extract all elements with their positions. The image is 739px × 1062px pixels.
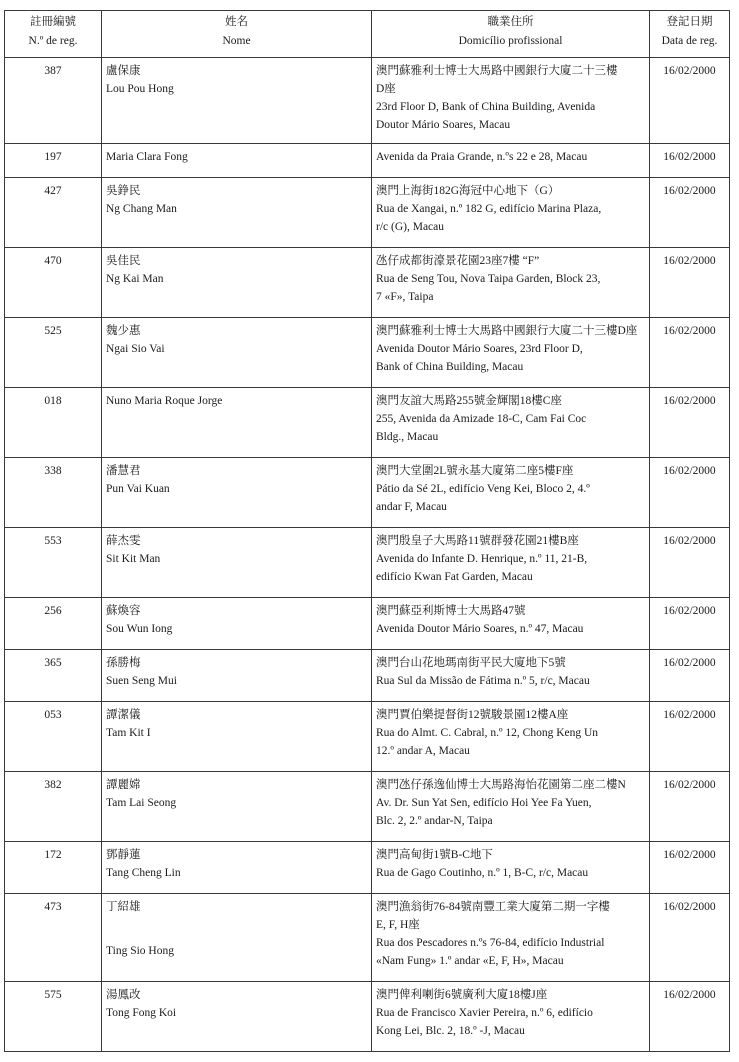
registration-date: 16/02/2000: [650, 178, 730, 248]
reg-number: 018: [5, 388, 102, 458]
person-name: [102, 248, 372, 318]
name-chinese: 魏少惠: [106, 325, 141, 337]
name-chinese: 潘慧君: [106, 465, 141, 477]
name-romanized: Ngai Sio Vai: [106, 343, 165, 355]
registration-date: 16/02/2000: [650, 702, 730, 772]
address-line: r/c (G), Macau: [376, 221, 445, 233]
address-line: 澳門高甸街1號B-C地下: [376, 849, 493, 861]
registration-date: 16/02/2000: [650, 650, 730, 702]
address-line: Rua dos Pescadores n.ºs 76-84, edifício Industrial: [376, 937, 605, 949]
professional-address: [372, 894, 650, 982]
address-line: Kong Lei, Blc. 2, 18.º -J, Macau: [376, 1025, 525, 1037]
name-chinese: 吳錚民: [106, 185, 141, 197]
address-line: D座: [376, 83, 396, 95]
address-line: andar F, Macau: [376, 501, 447, 513]
table-row: [5, 598, 730, 650]
registration-date: 16/02/2000: [650, 248, 730, 318]
name-romanized: Nuno Maria Roque Jorge: [106, 395, 223, 407]
address-line: Avenida da Praia Grande, n.ºs 22 e 28, Macau: [376, 151, 588, 163]
person-name: [102, 458, 372, 528]
professional-address: [372, 528, 650, 598]
professional-address: [372, 248, 650, 318]
address-line: 澳門上海街182G海冠中心地下（G）: [376, 185, 560, 197]
professional-address: [372, 842, 650, 894]
name-romanized: Tam Lai Seong: [106, 797, 177, 809]
person-name: [102, 318, 372, 388]
address-line: 澳門台山花地瑪南街平民大廈地下5號: [376, 657, 566, 669]
name-chinese: 薛杰雯: [106, 535, 141, 547]
person-name: [102, 178, 372, 248]
name-romanized: Tam Kit I: [106, 727, 151, 739]
name-romanized: Suen Seng Mui: [106, 675, 177, 687]
address-line: Doutor Mário Soares, Macau: [376, 119, 511, 131]
person-name: [102, 650, 372, 702]
reg-number: 575: [5, 982, 102, 1052]
address-line: Bldg., Macau: [376, 431, 439, 443]
name-chinese: 湯鳳改: [106, 989, 141, 1001]
name-romanized: Ting Sio Hong: [106, 945, 174, 957]
reg-number: 197: [5, 144, 102, 178]
reg-number: 338: [5, 458, 102, 528]
professional-address: [372, 388, 650, 458]
address-line: Blc. 2, 2.º andar-N, Taipa: [376, 815, 493, 827]
name-chinese: 孫勝梅: [106, 657, 141, 669]
header-address: 職業住所 Domicílio profissional: [372, 11, 650, 58]
address-line: Rua do Almt. C. Cabral, n.º 12, Chong Keng Un: [376, 727, 599, 739]
person-name: [102, 598, 372, 650]
table-row: [5, 772, 730, 842]
address-line: 澳門賈伯樂提督街12號駿景園12樓A座: [376, 709, 569, 721]
name-romanized: Lou Pou Hong: [106, 83, 174, 95]
name-chinese: 盧保康: [106, 65, 141, 77]
address-line: 255, Avenida da Amizade 18-C, Cam Fai Coc: [376, 413, 587, 425]
professional-address: [372, 178, 650, 248]
name-romanized: Pun Vai Kuan: [106, 483, 170, 495]
address-line: 澳門大堂圍2L號永基大廈第二座5樓F座: [376, 465, 574, 477]
person-name: [102, 842, 372, 894]
professional-address: [372, 58, 650, 144]
address-line: edifício Kwan Fat Garden, Macau: [376, 571, 533, 583]
person-name: [102, 982, 372, 1052]
address-line: Pátio da Sé 2L, edifício Veng Kei, Bloco 2, 4.º: [376, 483, 590, 495]
table-row: [5, 178, 730, 248]
registration-date: 16/02/2000: [650, 894, 730, 982]
address-line: Avenida Doutor Mário Soares, 23rd Floor D,: [376, 343, 583, 355]
name-romanized: Sit Kit Man: [106, 553, 161, 565]
table-row: [5, 842, 730, 894]
header-reg-no: 註冊編號 N.º de reg.: [5, 11, 102, 58]
professional-address: [372, 458, 650, 528]
registry-table: [4, 10, 730, 1052]
registration-date: 16/02/2000: [650, 144, 730, 178]
name-romanized: Ng Kai Man: [106, 273, 164, 285]
registration-date: 16/02/2000: [650, 842, 730, 894]
name-chinese: 譚麗嫦: [106, 779, 141, 791]
reg-number: 427: [5, 178, 102, 248]
address-line: 澳門友誼大馬路255號金輝閣18樓C座: [376, 395, 562, 407]
address-line: Avenida do Infante D. Henrique, n.º 11, 21-B,: [376, 553, 588, 565]
registration-date: 16/02/2000: [650, 598, 730, 650]
address-line: Rua de Seng Tou, Nova Taipa Garden, Block 23,: [376, 273, 601, 285]
professional-address: [372, 144, 650, 178]
registration-date: 16/02/2000: [650, 982, 730, 1052]
reg-number: 382: [5, 772, 102, 842]
professional-address: [372, 772, 650, 842]
header-row: [5, 11, 730, 58]
table-row: [5, 248, 730, 318]
professional-address: [372, 598, 650, 650]
reg-number: 553: [5, 528, 102, 598]
professional-address: [372, 650, 650, 702]
address-line: Rua de Gago Coutinho, n.º 1, B-C, r/c, Macau: [376, 867, 589, 879]
registration-date: 16/02/2000: [650, 528, 730, 598]
registration-date: 16/02/2000: [650, 458, 730, 528]
person-name: [102, 144, 372, 178]
address-line: 澳門殷皇子大馬路11號群發花園21樓B座: [376, 535, 579, 547]
person-name: [102, 702, 372, 772]
table-row: [5, 650, 730, 702]
reg-number: 365: [5, 650, 102, 702]
name-spacer: [106, 916, 367, 942]
table-row: [5, 894, 730, 982]
person-name: [102, 388, 372, 458]
registration-date: 16/02/2000: [650, 58, 730, 144]
header-name: 姓名 Nome: [102, 11, 372, 58]
name-chinese: 吳佳民: [106, 255, 141, 267]
person-name: [102, 58, 372, 144]
address-line: 12.º andar A, Macau: [376, 745, 470, 757]
address-line: Rua Sul da Missão de Fátima n.º 5, r/c, Macau: [376, 675, 590, 687]
address-line: 23rd Floor D, Bank of China Building, Avenida: [376, 101, 596, 113]
professional-address: [372, 702, 650, 772]
name-romanized: Sou Wun Iong: [106, 623, 173, 635]
reg-number: 172: [5, 842, 102, 894]
registry-rows: [5, 58, 730, 1052]
address-line: 氹仔成都街濠景花園23座7樓 “F”: [376, 255, 540, 267]
professional-address: [372, 318, 650, 388]
address-line: 澳門蘇雅利士博士大馬路中國銀行大廈二十三樓D座: [376, 325, 638, 337]
person-name: [102, 528, 372, 598]
address-line: E, F, H座: [376, 919, 420, 931]
address-line: 澳門蘇雅利士博士大馬路中國銀行大廈二十三樓: [376, 65, 618, 77]
reg-number: 256: [5, 598, 102, 650]
address-line: Av. Dr. Sun Yat Sen, edifício Hoi Yee Fa Yuen,: [376, 797, 592, 809]
reg-number: 387: [5, 58, 102, 144]
address-line: 澳門漁翁街76-84號南豐工業大廈第二期一字樓: [376, 901, 610, 913]
reg-number: 053: [5, 702, 102, 772]
address-line: Rua de Xangai, n.º 182 G, edifício Marina Plaza,: [376, 203, 602, 215]
name-chinese: 丁紹雄: [106, 901, 141, 913]
address-line: Bank of China Building, Macau: [376, 361, 524, 373]
name-chinese: 譚潔儀: [106, 709, 141, 721]
registration-date: 16/02/2000: [650, 772, 730, 842]
name-romanized: Maria Clara Fong: [106, 151, 188, 163]
address-line: 澳門蘇亞利斯博士大馬路47號: [376, 605, 526, 617]
reg-number: 473: [5, 894, 102, 982]
registration-date: 16/02/2000: [650, 318, 730, 388]
table-row: [5, 388, 730, 458]
address-line: Avenida Doutor Mário Soares, n.º 47, Macau: [376, 623, 584, 635]
address-line: 澳門氹仔孫逸仙博士大馬路海怡花園第二座二樓N: [376, 779, 626, 791]
table-row: [5, 318, 730, 388]
reg-number: 470: [5, 248, 102, 318]
address-line: «Nam Fung» 1.º andar «E, F, H», Macau: [376, 955, 564, 967]
reg-number: 525: [5, 318, 102, 388]
header-date: 登記日期 Data de reg.: [650, 11, 730, 58]
table-row: [5, 458, 730, 528]
table-row: [5, 982, 730, 1052]
name-romanized: Ng Chang Man: [106, 203, 177, 215]
address-line: 7 «F», Taipa: [376, 291, 434, 303]
address-line: Rua de Francisco Xavier Pereira, n.º 6, edifício: [376, 1007, 593, 1019]
table-row: [5, 702, 730, 772]
name-romanized: Tong Fong Koi: [106, 1007, 177, 1019]
registration-date: 16/02/2000: [650, 388, 730, 458]
person-name: [102, 894, 372, 982]
professional-address: [372, 982, 650, 1052]
table-row: [5, 144, 730, 178]
table-row: [5, 58, 730, 144]
name-chinese: 蘇煥容: [106, 605, 141, 617]
name-chinese: 鄧靜蓮: [106, 849, 141, 861]
person-name: [102, 772, 372, 842]
table-row: [5, 528, 730, 598]
name-romanized: Tang Cheng Lin: [106, 867, 181, 879]
address-line: 澳門俾利喇街6號廣利大廈18樓J座: [376, 989, 548, 1001]
